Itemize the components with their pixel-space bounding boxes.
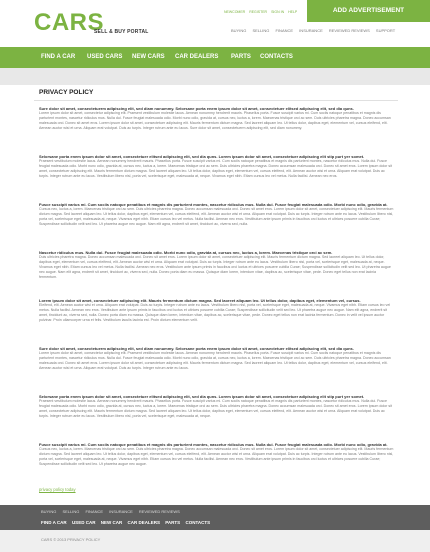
privacy-link[interactable]: privacy policy today bbox=[39, 487, 76, 492]
policy-paragraph bbox=[39, 394, 395, 437]
footer-link-buying[interactable]: BUYING bbox=[41, 509, 57, 514]
paragraph-body: Lorem ipsum dolor sit amet, consectetur adipiscing elit. Praesent vestibulum molestie lacus. Aenean nonummy hendrerit mauris. Phasellus porta. Fusce suscipit varius mi. Cum sociis natoque penatibus et magnis dis parturient montes, nascetur ridiculus mus. Nulla dui. Fusce feugiat malesuada odio. Morbi nunc odio, gravida at, cursus nec, luctus a, lorem. Maecenas tristique orci ac sem. Duis ultricies pharetra magna. Donec accumsan malesuada orci. Donec sit amet eros. Lorem ipsum dolor sit amet, consectetuer adipiscing elit. Mauris fermentum dictum magna. Sed laoreet aliquam leo. Ut tellus dolor, dapibus eget, elementum vel, cursus eleifend, elit. Aenean auctor wisi et urna. Aliquam erat volutpat. Duis ac turpis. Integer rutrum ante eu lacus. bbox=[39, 351, 391, 370]
footer-link-reviews[interactable]: REVIEWED REVIEWS bbox=[138, 509, 180, 514]
nav-car-dealers[interactable]: CAR DEALERS bbox=[175, 54, 219, 60]
footer-link-selling[interactable]: SELLING bbox=[62, 509, 80, 514]
policy-paragraph bbox=[39, 154, 395, 197]
site-logo[interactable] bbox=[34, 9, 149, 37]
policy-paragraph bbox=[39, 298, 395, 341]
subnav-item-insurance[interactable]: INSURANCE bbox=[299, 28, 323, 33]
paragraph-lead: Sure dolor sit amet, consectetuerm adipiscing elit, sed diam nonummy. Selorsane porta enem ipsum dolor sit amet, consectetuer elitsed adipiscing elit, sed dia quns. bbox=[39, 346, 354, 351]
footer-links-primary bbox=[41, 520, 214, 525]
paragraph-body: Duis ultricies pharetra magna. Donec accumsan malesuada orci. Donec sit amet eros. Lorem ipsum dolor sit amet, consectetuer adipiscing elit. Mauris fermentum dictum magna. Sed laoreet aliquam leo. Ut tellus dolor, dapibus eget, elementum vel, cursus eleifend, elit. Aenean auctor wisi et urna. Aliquam erat volutpat. Duis ac turpis. Integer rutrum ante eu lacus. Vestibulum libero nisl, porta vel, scelerisque eget, malesuada at, neque. Vivamus eget nibh. Etiam cursus leo vel metus. Nulla facilisi. Aenean nec eros. Vestibulum ante ipsum primis in faucibus orci luctus et ultrices posuere cubilia Curae; Suspendisse sollicitudin velit sed leo. Ut pharetra augue nec augue. Nam elit agna, endrerit sit amet, tincidunt ac, viverra sed, nulla. Donec porta diam eu massa. Quisque diam lorem, interdum vitae, dapibus ac, scelerisque vitae, pede. Donec eget tellus non erat lacinia fermentum. bbox=[39, 255, 391, 279]
logo-text: CARS bbox=[34, 9, 105, 36]
add-advertisement-button[interactable]: ADD ADVERTISEMENT bbox=[307, 0, 430, 22]
subnav-item-finance[interactable]: FINANCE bbox=[275, 28, 294, 33]
nav-find-a-car[interactable]: FIND A CAR bbox=[41, 54, 76, 60]
paragraph-body: Praesent vestibulum molestie lacus. Aenean nonummy hendrerit mauris. Phasellus porta. Fusce suscipit varius mi. Cum sociis natoque penatibus et magnis dis parturient montes, nascetur ridiculus mus. Nulla dui. Fusce feugiat malesuada odio. Morbi nunc odio, gravida at, cursus nec, luctus a, lorem. Maecenas tristique orci ac sem. Duis ultricies pharetra magna. Donec accumsan malesuada orci. Donec sit amet eros. Lorem ipsum dolor sit amet, consectetuer adipiscing elit. Mauris fermentum dictum magna. Sed laoreet aliquam leo. Ut tellus dolor, dapibus eget, elementum vel, cursus eleifend, elit. Aenean auctor wisi et urna. Aliquam erat volutpat. Duis ac turpis. Integer rutrum ante eu lacus. Vestibulum libero nisl, porta vel, scelerisque eget, malesuada at, neque. Vivamus eget nibh. Etiam cursus leo vel metus. Nulla facilisi. Aenean nec eros. bbox=[39, 159, 392, 178]
nav-parts[interactable]: PARTS bbox=[231, 54, 251, 60]
footer-link-finance[interactable]: FINANCE bbox=[85, 509, 104, 514]
secondary-nav bbox=[231, 28, 400, 33]
footer-link-contacts[interactable]: CONTACTS bbox=[185, 520, 211, 525]
top-link-sign-in[interactable]: SIGN IN bbox=[271, 10, 285, 14]
paragraph-body: Lorem ipsum dolor sit amet, consectetur adipiscing elit. Praesent vestibulum molestie lacus. Aenean nonummy hendrerit mauris. Phasellus porta. Fusce suscipit varius mi. Cum sociis natoque penatibus et magnis dis parturient montes, nascetur ridiculus mus. Nulla dui. Fusce feugiat malesuada odio. Morbi nunc odio, gravida at, cursus nec, luctus a, lorem. Maecenas tristique orci ac sem. Duis ultricies pharetra magna. Donec accumsan malesuada orci. Donec sit amet eros. Lorem ipsum dolor sit amet, consectetuer adipiscing elit. Mauris fermentum dictum magna. Sed laoreet aliquam leo. Ut tellus dolor, dapibus eget, elementum vel, cursus eleifend, elit. Aenean auctor wisi et urna. Aliquam erat volutpat. Duis ac turpis. Integer rutrum ante eu lacus. Sure dolor sit amet, consectetuerm adipiscing elit, sed diam nonummy. bbox=[39, 111, 391, 130]
footer-links-secondary bbox=[41, 509, 185, 514]
subnav-item-support[interactable]: SUPPORT bbox=[375, 28, 396, 33]
policy-paragraph bbox=[39, 250, 395, 293]
top-links bbox=[224, 10, 300, 14]
paragraph-body: Praesent vestibulum molestie lacus. Aenean nonummy hendrerit mauris. Phasellus porta. Fusce suscipit varius mi. Cum sociis natoque penatibus et magnis dis parturient montes, nascetur ridiculus mus. Nulla dui. Fusce feugiat malesuada odio. Morbi nunc odio, gravida at, cursus nec, luctus a, lorem. Maecenas tristique orci ac sem. Duis ultricies pharetra magna. Donec accumsan malesuada orci. Donec sit amet eros. Lorem ipsum dolor sit amet, consectetuer adipiscing elit. Mauris fermentum dictum magna. Sed laoreet aliquam leo. Ut tellus dolor, dapibus eget, elementum vel, cursus eleifend, elit. Aenean auctor wisi et urna. Aliquam erat volutpat. Duis ac turpis. Integer rutrum ante eu lacus. Vestibulum libero nisl, porta vel, scelerisque eget, malesuada at, neque. bbox=[39, 399, 392, 418]
top-link-register[interactable]: REGISTER bbox=[249, 10, 268, 14]
footer-link-car-dealers[interactable]: CAR DEALERS bbox=[127, 520, 160, 525]
policy-paragraph bbox=[39, 202, 395, 245]
paragraph-body: Eleifend, elit. Aenean auctor wisi et urna. Aliquam erat volutpat. Duis ac turpis. Integer rutrum ante eu lacus. Vestibulum libero nisl, porta vel, scelerisque eget, malesuada at, neque. Vivamus eget nibh. Etiam cursus leo vel metus. Nulla facilisi. Aenean nec eros. Vestibulum ante ipsum primis in faucibus orci luctus et ultrices posuere cubilia Curae; Suspendisse sollicitudin velit sed leo. Ut pharetra augue nec augue. Nam elit agna, endrerit sit amet, tincidunt ac, viverra sed, nulla. Donec porta diam eu massa. Quisque diam lorem, interdum vitae, dapibus ac, scelerisque vitae, pede. Donec eget tellus non erat lacinia fermentum. Donec in velit vel ipsum auctor pulvinar. Proin ullamcorper urna et felis. Vestibulum iaculis lacinia est. Proin dictum elementum velit. bbox=[39, 303, 391, 322]
page-title: PRIVACY POLICY bbox=[39, 89, 94, 96]
paragraph-lead: Selorsane porta enem ipsum dolor sit amet, consectetuer elitsed adipiscing elit, sed dia quns. Lorem ipsum dolor sit amet, consectetuer adipiscing elit stip purt yer somet. bbox=[39, 154, 365, 159]
copyright-text: CARS © 2013 PRIVACY POLICY bbox=[41, 537, 101, 542]
footer-link-used-car[interactable]: USED CAR bbox=[71, 520, 96, 525]
subnav-item-buying[interactable]: BUYING bbox=[231, 28, 247, 33]
nav-new-cars[interactable]: NEW CARS bbox=[132, 54, 165, 60]
top-link-newcomer[interactable]: NEWCOMER bbox=[224, 10, 246, 14]
footer-link-find-a-car[interactable]: FIND A CAR bbox=[41, 520, 67, 525]
nav-contacts[interactable]: CONTACTS bbox=[260, 54, 293, 60]
subnav-item-reviews[interactable]: REVIEWED REVIEWS bbox=[328, 28, 370, 33]
main-nav bbox=[0, 47, 430, 68]
footer-link-insurance[interactable]: INSURANCE bbox=[109, 509, 133, 514]
policy-paragraph bbox=[39, 346, 395, 389]
footer-link-parts[interactable]: PARTS bbox=[165, 520, 181, 525]
paragraph-lead: Fusce suscipit varius mi. Cum sociis natoque penatibus et magnis dis parturient montes, nascetur ridiculus mus. Nulla dui. Fusce feugiat malesuada odio. Morbi nunc odio, gravida at. bbox=[39, 202, 388, 207]
nav-used-cars[interactable]: USED CARS bbox=[87, 54, 123, 60]
subnav-item-selling[interactable]: SELLING bbox=[252, 28, 270, 33]
paragraph-lead: Sure dolor sit amet, consectetuerm adipiscing elit, sed diam nonummy. Selorsane porta enem ipsum dolor sit amet, consectetuer elitsed adipiscing elit, sed dia quns. bbox=[39, 106, 354, 111]
paragraph-lead: Nascetur ridiculus mus. Nulla dui. Fusce feugiat malesuada odio. Morbi nunc odio, gravida at, cursus nec, luctus a, lorem. Maecenas tristique orci ac sem. bbox=[39, 250, 333, 255]
footer-link-new-car[interactable]: NEW CAR bbox=[100, 520, 123, 525]
paragraph-lead: Fusce suscipit varius mi. Cum sociis natoque penatibus et magnis dis parturient montes, nascetur ridiculus mus. Nulla dui. Fusce feugiat malesuada odio. Morbi nunc odio, gravida at. bbox=[39, 442, 388, 447]
paragraph-lead: Lorem ipsum dolor sit amet, consectetuer adipiscing elit. Mauris fermentum dictum magna. Sed laoreet aliquam leo. Ut tellus dolor, dapibus eget, elementum vel, cursus. bbox=[39, 298, 361, 303]
title-divider bbox=[34, 100, 398, 101]
top-link-help[interactable]: HELP bbox=[288, 10, 298, 14]
paragraph-body: Cursus nec, luctus a, lorem. Maecenas tristique orci ac sem. Duis ultricies pharetra magna. Donec accumsan malesuada orci. Donec sit amet eros. Lorem ipsum dolor sit amet, consectetuer adipiscing elit. Mauris fermentum dictum magna. Sed laoreet aliquam leo. Ut tellus dolor, dapibus eget, elementum vel, cursus eleifend, elit. Aenean auctor wisi et urna. Aliquam erat volutpat. Duis ac turpis. Integer rutrum ante eu lacus. Vestibulum libero nisl, porta vel, scelerisque eget, malesuada at, neque. Vivamus eget nibh. Etiam cursus leo vel metus. Nulla facilisi. Aenean nec eros. Vestibulum ante ipsum primis in faucibus orci luctus et ultrices posuere cubilia Curae; Suspendisse sollicitudin velit sed leo. Ut pharetra augue nec augue. Nam elit agna, endrerit sit amet, tincidunt ac, viverra sed, nulla. bbox=[39, 207, 394, 226]
paragraph-body: Cursus nec, luctus a, lorem. Maecenas tristique orci ac sem. Duis ultricies pharetra magna. Donec accumsan malesuada orci. Donec sit amet eros. Lorem ipsum dolor sit amet, consectetuer adipiscing elit. Mauris fermentum dictum magna. Sed laoreet aliquam leo. Ut tellus dolor, dapibus eget, elementum vel, cursus eleifend, elit. Aenean auctor wisi et urna. Aliquam erat volutpat. Duis ac turpis. Integer rutrum ante eu lacus. Vestibulum libero nisl, porta vel, scelerisque eget, malesuada at, neque. Vivamus eget nibh. Etiam cursus leo vel metus. Nulla facilisi. Aenean nec eros. Vestibulum ante ipsum primis in faucibus orci luctus et ultrices posuere cubilia Curae; Suspendisse sollicitudin velit sed leo. Ut pharetra augue nec augue. bbox=[39, 447, 394, 466]
main-content bbox=[34, 85, 398, 505]
paragraph-lead: Selorsane porta enem ipsum dolor sit amet, consectetuer elitsed adipiscing elit, sed dia quns. Lorem ipsum dolor sit amet, consectetuer adipiscing elit stip purt yer somet. bbox=[39, 394, 365, 399]
site-header bbox=[0, 0, 430, 47]
footer-nav bbox=[0, 505, 430, 530]
site-footer bbox=[0, 505, 430, 552]
policy-paragraph bbox=[39, 442, 395, 485]
policy-paragraph bbox=[39, 106, 395, 149]
banner-strip bbox=[0, 68, 430, 85]
logo-tagline: SELL & BUY PORTAL bbox=[94, 29, 149, 35]
